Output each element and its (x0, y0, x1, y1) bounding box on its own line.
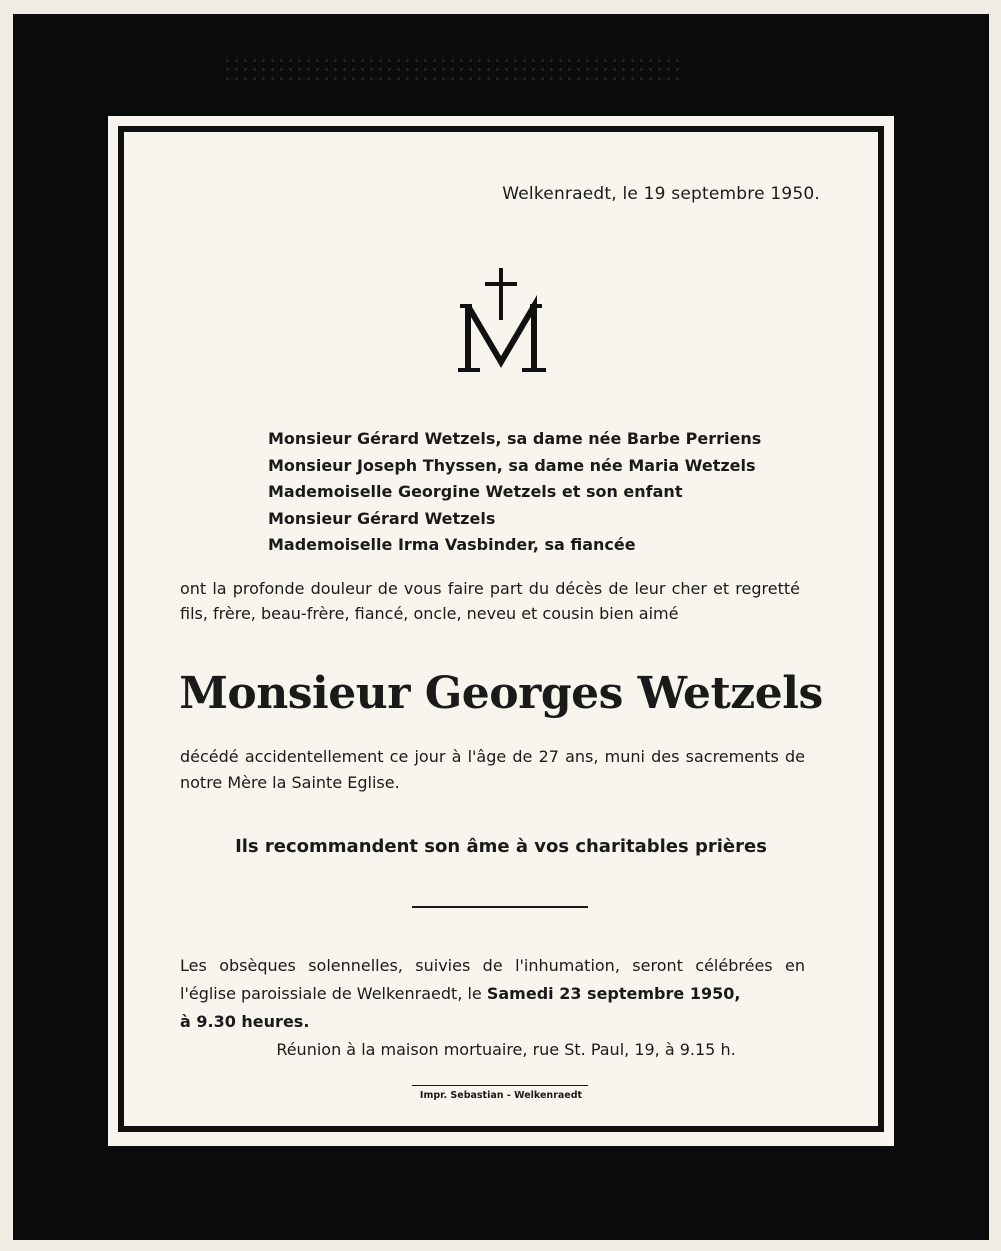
reunion-info: Réunion à la maison mortuaire, rue St. Paul, 19, à 9.15 h. (276, 1040, 736, 1059)
announcement-intro (180, 576, 800, 626)
embossed-seal (223, 56, 683, 86)
printer-credit: Impr. Sebastian - Welkenraedt (419, 1090, 583, 1101)
dateline: Welkenraedt, le 19 septembre 1950. (502, 184, 820, 204)
family-line: Monsieur Joseph Thyssen, sa dame née Maria Wetzels (268, 455, 756, 475)
obituary-card (108, 116, 894, 1146)
prayer-request: Ils recommandent son âme à vos charitables prières (235, 836, 767, 857)
death-details: décédé accidentellement ce jour à l'âge de 27 ans, muni des sacrements de notre Mère la Sainte Eglise. (180, 747, 805, 792)
intro-text: ont la profonde douleur de vous faire part du décès de leur cher et regretté fils, frère, beau-frère, fiancé, oncle, neveu et cousin bien aimé (180, 579, 800, 623)
printer-divider (412, 1085, 588, 1086)
family-line: Monsieur Gérard Wetzels (268, 508, 496, 528)
family-line: Mademoiselle Irma Vasbinder, sa fiancée (268, 535, 636, 554)
funeral-info (180, 952, 805, 1036)
deceased-name: Monsieur Georges Wetzels (179, 668, 823, 719)
funeral-text: Les obsèques solennelles, suivies de l'inhumation, seront célébrées en l'église paroissiale de Welkenraedt, le (180, 956, 805, 1003)
funeral-time: à 9.30 heures. (180, 1012, 310, 1031)
funeral-date: Samedi 23 septembre 1950, (486, 984, 741, 1003)
family-line: Monsieur Gérard Wetzels, sa dame née Barbe Perriens (268, 429, 762, 448)
divider (412, 906, 588, 908)
family-list (268, 426, 761, 559)
cross-monogram-icon (448, 266, 558, 386)
family-line: Mademoiselle Georgine Wetzels et son enfant (268, 482, 683, 501)
